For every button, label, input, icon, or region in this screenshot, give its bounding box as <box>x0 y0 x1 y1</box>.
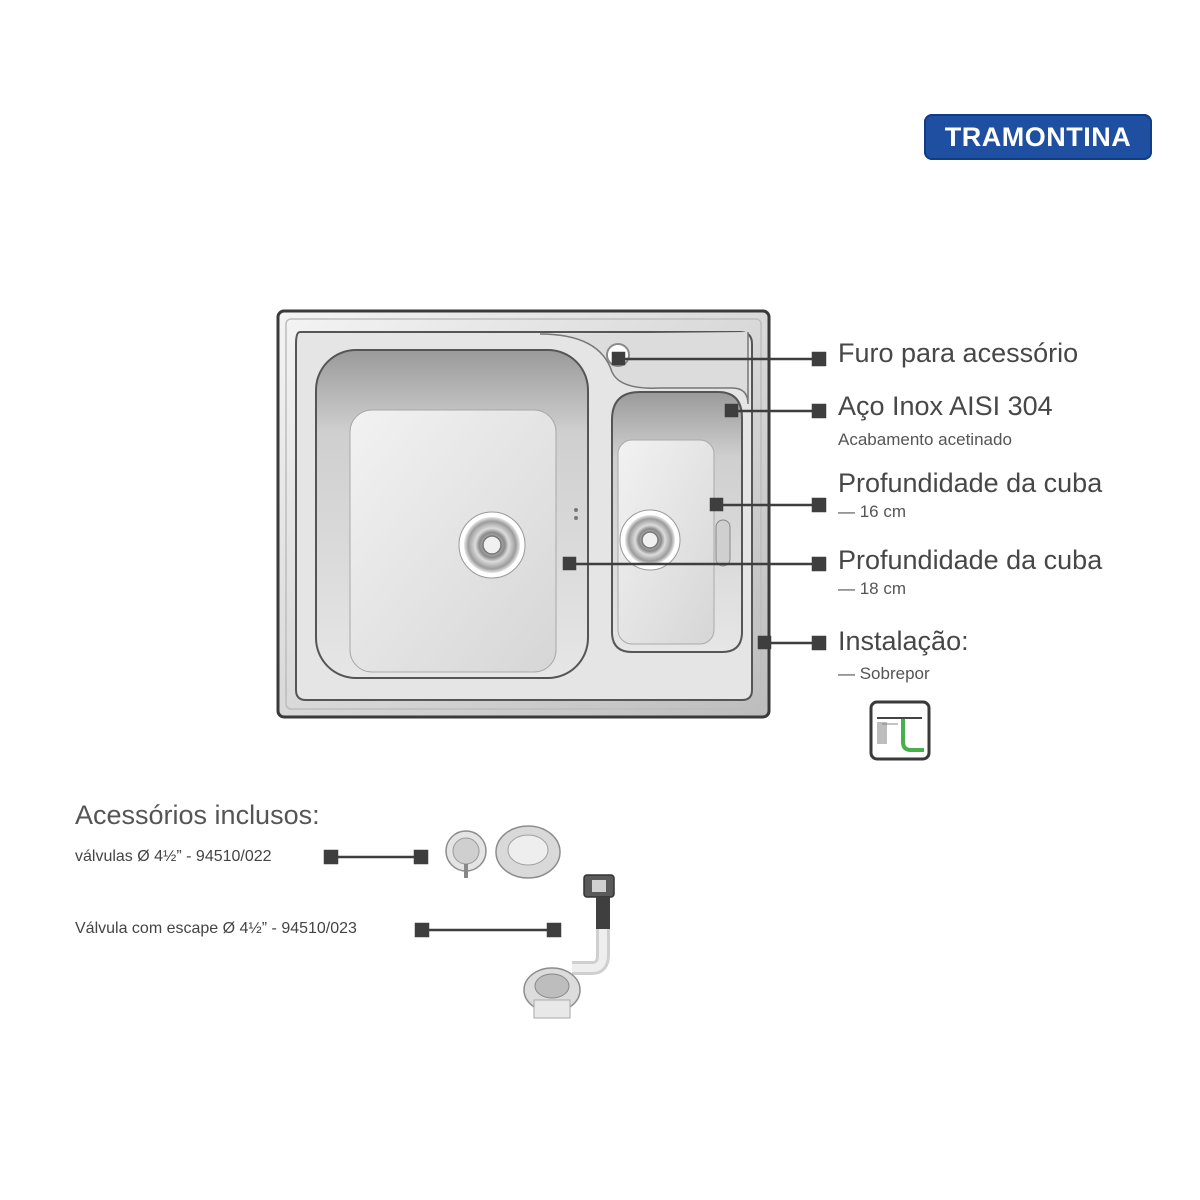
logo-text: TRAMONTINA <box>944 121 1132 152</box>
feature-subtitle-installation: — Sobrepor <box>838 664 930 683</box>
accessory-label-overflow-valve: Válvula com escape Ø 4½” - 94510/023 <box>75 920 357 937</box>
feature-title-material: Aço Inox AISI 304 <box>838 391 1053 421</box>
feature-subtitle-depth-small: — 16 cm <box>838 502 907 521</box>
feature-title-depth-large: Profundidade da cuba <box>838 545 1103 575</box>
large-bowl <box>316 350 588 678</box>
accessories-title: Acessórios inclusos: <box>75 800 320 830</box>
accessory-label-valves: válvulas Ø 4½” - 94510/022 <box>75 848 272 865</box>
overmount-sink-icon <box>871 702 929 759</box>
strainer-valves-icon <box>446 826 560 878</box>
feature-subtitle-depth-large: — 18 cm <box>838 579 907 598</box>
feature-title-depth-small: Profundidade da cuba <box>838 468 1103 498</box>
feature-title-installation: Instalação: <box>838 626 969 656</box>
small-bowl <box>612 392 742 652</box>
overflow-valve-icon <box>524 875 614 1018</box>
feature-title-accessory-hole: Furo para acessório <box>838 338 1079 368</box>
feature-subtitle-finish: Acabamento acetinado <box>838 430 1012 449</box>
